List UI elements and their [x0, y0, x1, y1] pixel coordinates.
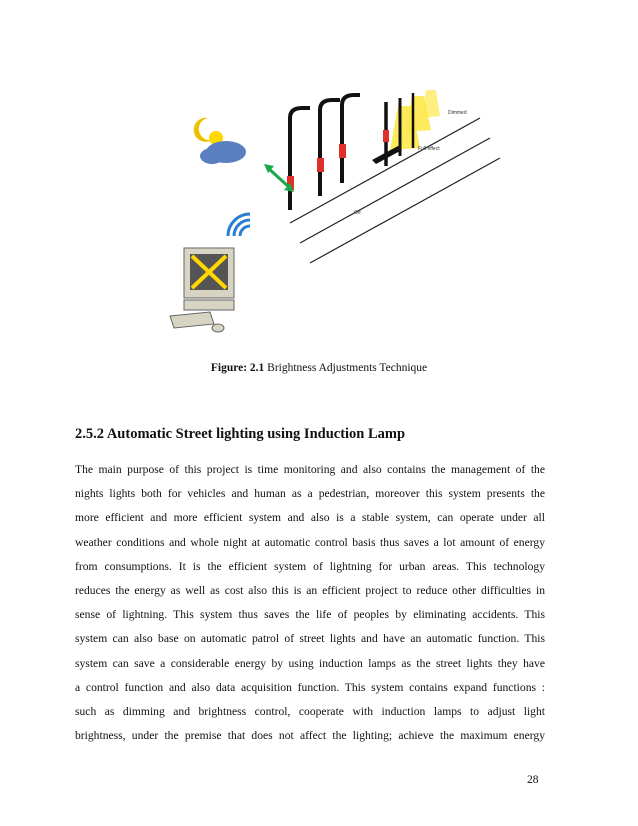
- body-paragraph: [75, 458, 545, 748]
- signal-icon: [240, 226, 250, 236]
- computer-base: [184, 300, 234, 310]
- road-line: [310, 158, 500, 263]
- paragraph-line: weather conditions and whole night at automatic control basis thus saves a lot amount of energy: [75, 535, 545, 549]
- paragraph-line: brightness, under the premise that does not affect the lighting; achieve the maximum energy: [75, 729, 545, 743]
- label-dimmed: Dimmed: [448, 110, 467, 116]
- paragraph-line: reduces the energy as well as cost also this is an efficient project to reduce other difficulties in: [75, 584, 545, 598]
- street-pole: [290, 108, 310, 210]
- paragraph-line: system can save a considerable energy by using induction lamps as the street lights they have: [75, 656, 545, 670]
- paragraph-line: such as dimming and brightness control, cooperate with induction lamps to adjust light: [75, 705, 545, 719]
- light-beam: [422, 90, 440, 118]
- label-full-effect: Full effect: [418, 146, 440, 152]
- label-off: Off: [354, 210, 361, 216]
- keyboard-icon: [170, 312, 214, 328]
- sensor-band: [317, 158, 324, 172]
- street-light-illustration: [150, 78, 540, 348]
- sensor-band: [383, 130, 389, 142]
- paragraph-line: more efficient and more efficient system and also is a stable system, can operate under all: [75, 511, 545, 525]
- brightness-adjustment-figure: [150, 78, 540, 348]
- paragraph-line: a control function and also data acquisition function. This system contains expand functions :: [75, 680, 545, 694]
- cloud-icon: [200, 148, 224, 164]
- caption-prefix: Figure: 2.1: [210, 362, 265, 374]
- mouse-icon: [212, 324, 224, 332]
- paragraph-line: system can also base on automatic patrol of street lights and have an automatic function. This: [75, 632, 545, 646]
- street-pole: [342, 95, 360, 183]
- paragraph-line: sense of lightning. This system thus saves the life of peoples by eliminating accidents. This: [75, 608, 545, 622]
- figure-caption: [0, 362, 638, 374]
- communication-arrow: [268, 168, 290, 188]
- sensor-band: [339, 144, 346, 158]
- page-number: 28: [527, 774, 539, 786]
- paragraph-line: from consumptions. It is the efficient system of lightning for urban areas. This technology: [75, 559, 545, 573]
- paragraph-line: nights lights both for vehicles and human as a pedestrian, moreover this system presents the: [75, 487, 545, 501]
- paragraph-line: The main purpose of this project is time monitoring and also contains the management of the: [75, 463, 545, 476]
- street-pole: [320, 100, 340, 196]
- caption-text: Brightness Adjustments Technique: [267, 362, 428, 374]
- section-heading: 2.5.2 Automatic Street lighting using Induction Lamp: [75, 426, 406, 442]
